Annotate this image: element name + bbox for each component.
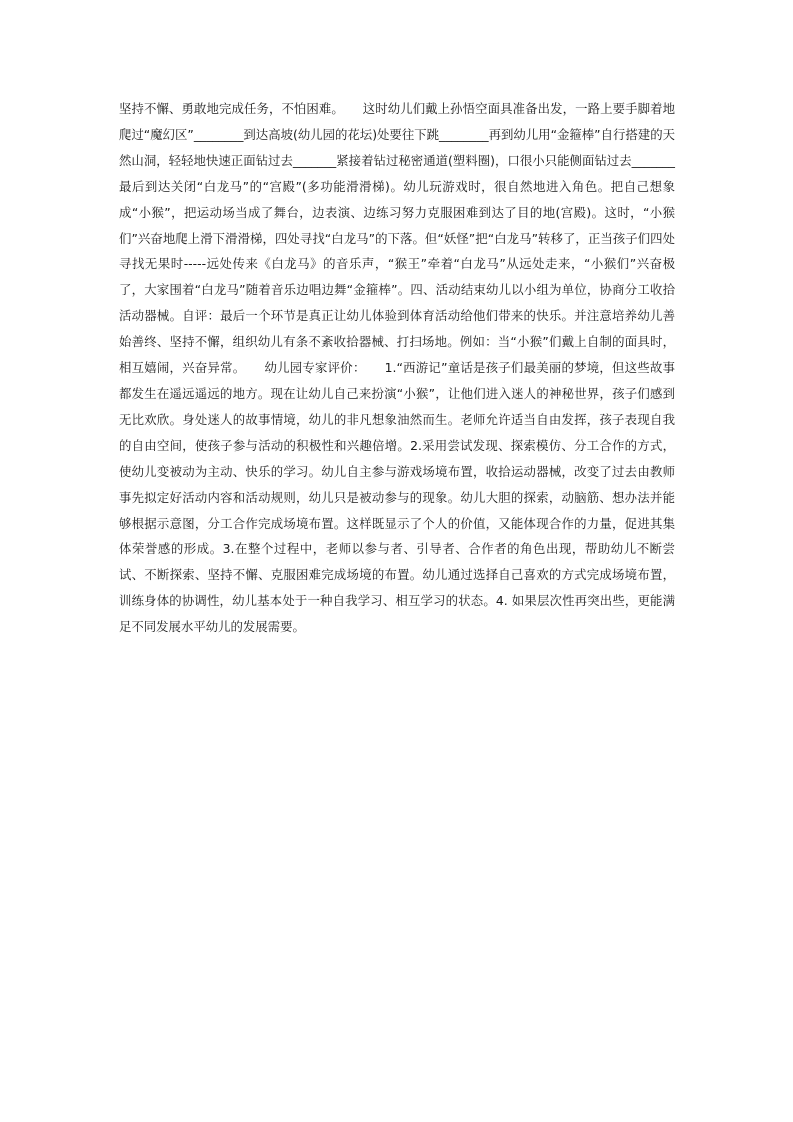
body-text-block <box>119 96 675 640</box>
body-paragraph: 坚持不懈、勇敢地完成任务，不怕困难。 这时幼儿们戴上孙悟空面具准备出发，一路上要手脚着地爬过“魔幻区”________到达高坡(幼儿园的花坛)处要往下跳________再到幼儿用“金箍棒”自行搭建的天然山洞，轻轻地快速正面钻过去_______紧接着钻过秘密通道(塑料圈)，口很小只能侧面钻过去_______最后到达关闭“白龙马”的“宫殿”(多功能滑滑梯)。幼儿玩游戏时，很自然地进入角色。把自己想象成“小猴”，把运动场当成了舞台，边表演、边练习努力克服困难到达了目的地(宫殿)。这时，“小猴们”兴奋地爬上滑下滑滑梯，四处寻找“白龙马”的下落。但“妖怪”把“白龙马”转移了，正当孩子们四处寻找无果时-----远处传来《白龙马》的音乐声，“猴王”牵着“白龙马”从远处走来，“小猴们”兴奋极了，大家围着“白龙马”随着音乐边唱边舞“金箍棒”。四、活动结束幼儿以小组为单位，协商分工收拾活动器械。自评：最后一个环节是真正让幼儿体验到体育活动给他们带来的快乐。并注意培养幼儿善始善终、坚持不懈，组织幼儿有条不紊收拾器械、打扫场地。例如：当“小猴”们戴上自制的面具时，相互嬉闹，兴奋异常。 幼儿园专家评价： 1.“西游记”童话是孩子们最美丽的梦境，但这些故事都发生在遥远遥远的地方。现在让幼儿自己来扮演“小猴”，让他们进入迷人的神秘世界，孩子们感到无比欢欣。身处迷人的故事情境，幼儿的非凡想象油然而生。老师允许适当自由发挥，孩子表现自我的自由空间，使孩子参与活动的积极性和兴趣倍增。2.采用尝试发现、探索模仿、分工合作的方式，使幼儿变被动为主动、快乐的学习。幼儿自主参与游戏场境布置，收拾运动器械，改变了过去由教师事先拟定好活动内容和活动规则，幼儿只是被动参与的现象。幼儿大胆的探索，动脑筋、想办法并能够根据示意图，分工合作完成场境布置。这样既显示了个人的价值，又能体现合作的力量，促进其集体荣誉感的形成。3.在整个过程中，老师以参与者、引导者、合作者的角色出现，帮助幼儿不断尝试、不断探索、坚持不懈、克服困难完成场境的布置。幼儿通过选择自己喜欢的方式完成场境布置，训练身体的协调性，幼儿基本处于一种自我学习、相互学习的状态。4. 如果层次性再突出些，更能满足不同发展水平幼儿的发展需要。 <box>119 101 675 635</box>
